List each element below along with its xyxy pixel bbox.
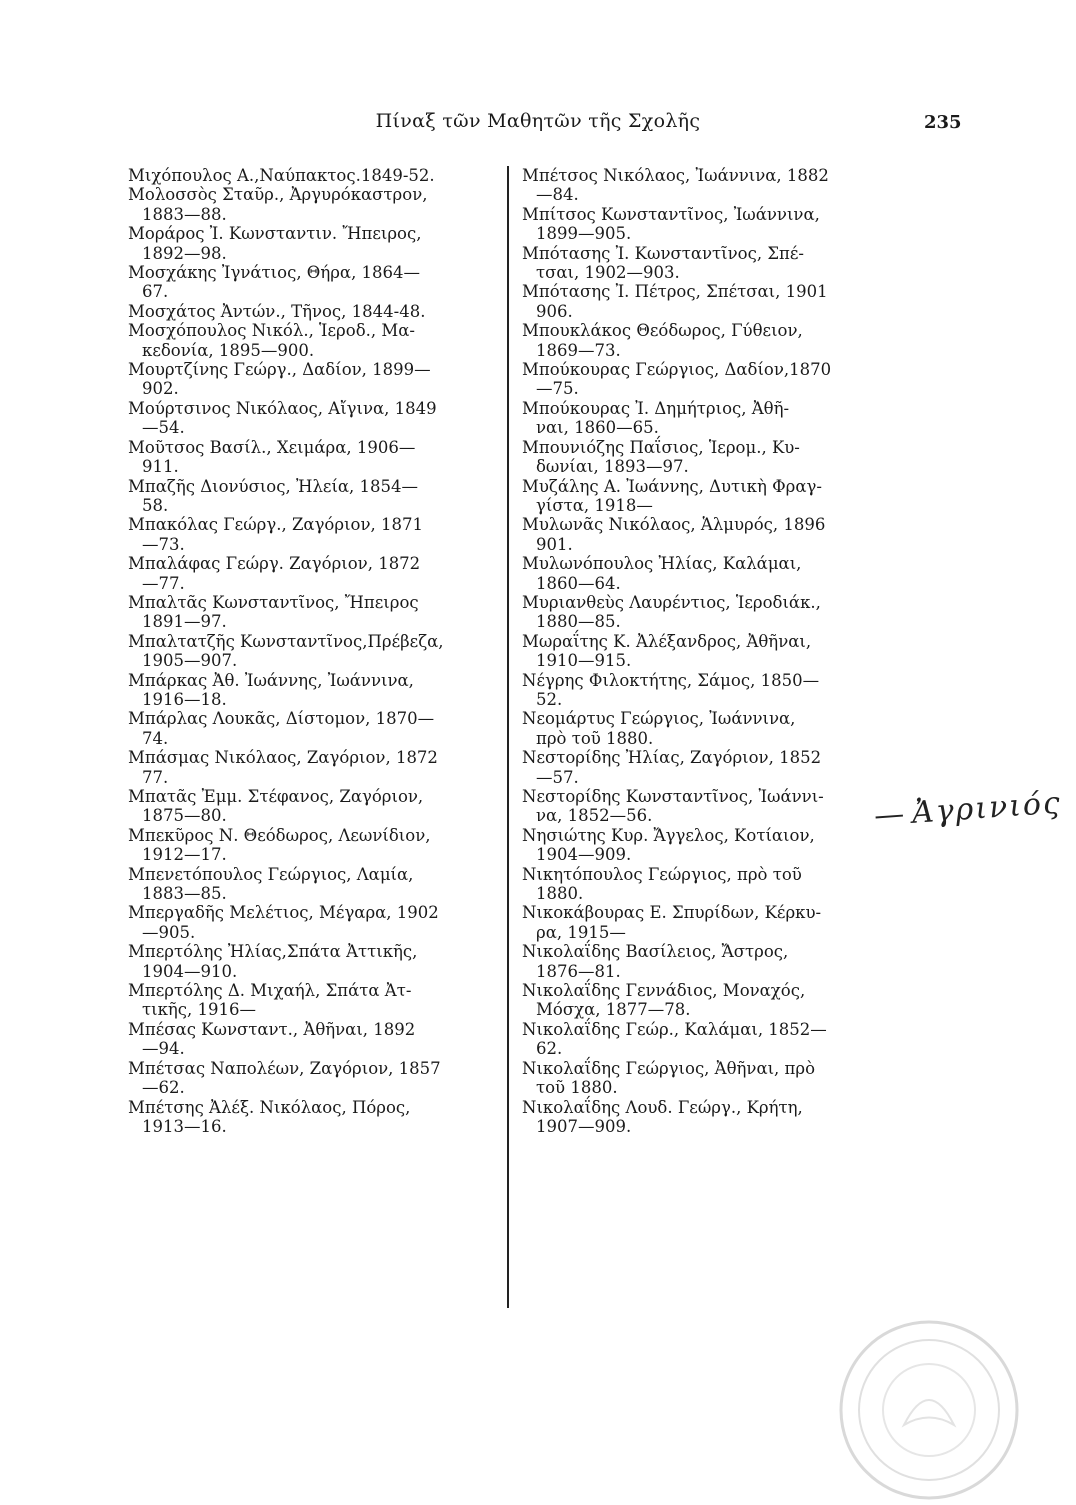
entry-line: Μοῦτσος Βασίλ., Χειμάρα, 1906— — [128, 437, 416, 457]
entry-line: Μπαλτᾶς Κωνσταντῖνος, Ἤπειρος — [128, 592, 419, 612]
entry-line: Μπέσας Κωνσταντ., Ἀθῆναι, 1892 — [128, 1019, 416, 1039]
entry-line: Μπούκουρας Ἰ. Δημήτριος, Ἀθῆ- — [522, 398, 790, 418]
entry-continuation: Μόσχα, 1877—78. — [536, 1000, 691, 1020]
entry-line: Νησιώτης Κυρ. Ἄγγελος, Κοτίαιον, — [522, 825, 815, 845]
entry-line: Μυριανθεὺς Λαυρέντιος, Ἱεροδιάκ., — [522, 592, 821, 612]
column-divider — [507, 166, 509, 1308]
entry-line: Μπουνιόζης Παΐσιος, Ἱερομ., Κυ- — [522, 437, 800, 457]
entry-continuation: —905. — [142, 922, 196, 942]
entry-continuation: 74. — [142, 728, 169, 748]
entry-line: Μπέτσης Ἀλέξ. Νικόλαος, Πόρος, — [128, 1097, 411, 1117]
entry-line: Νεστορίδης Ἠλίας, Ζαγόριον, 1852 — [522, 748, 822, 768]
index-entry — [128, 321, 498, 360]
index-entry — [128, 593, 498, 632]
index-entry — [522, 632, 894, 671]
entry-continuation: τσαι, 1902—903. — [536, 263, 680, 283]
entry-continuation: 1904—909. — [536, 845, 632, 865]
entry-line: Μοσχάκης Ἰγνάτιος, Θήρα, 1864— — [128, 263, 421, 283]
entry-line: Μπουκλάκος Θεόδωρος, Γύθειον, — [522, 321, 803, 341]
entry-continuation: —57. — [536, 767, 579, 787]
index-entry — [128, 224, 498, 263]
index-entry — [128, 185, 498, 224]
entry-line: Μπαζῆς Διονύσιος, Ἠλεία, 1854— — [128, 476, 419, 496]
entry-line: Νέγρης Φιλοκτήτης, Σάμος, 1850— — [522, 670, 820, 690]
entry-continuation: 901. — [536, 534, 573, 554]
entry-continuation: πρὸ τοῦ 1880. — [536, 728, 654, 748]
index-entry — [522, 438, 894, 477]
right-column — [522, 166, 894, 1136]
index-entry — [522, 477, 894, 516]
entry-line: Μπέτσος Νικόλαος, Ἰωάννινα, 1882 — [522, 166, 829, 185]
entry-line: Μοσχάτος Ἀντών., Τῆνος, 1844-48. — [128, 301, 426, 321]
entry-continuation: 1883—85. — [142, 884, 227, 904]
index-entry — [128, 981, 498, 1020]
index-entry — [522, 321, 894, 360]
index-entry — [522, 1059, 894, 1098]
entry-continuation: 1860—64. — [536, 573, 621, 593]
entry-line: Μπενετόπουλος Γεώργιος, Λαμία, — [128, 864, 414, 884]
index-entry — [522, 709, 894, 748]
entry-continuation: τικῆς, 1916— — [142, 1000, 257, 1020]
entry-continuation: 1912—17. — [142, 845, 227, 865]
margin-note-text: Ἀγρινιός — [910, 785, 1063, 831]
entry-continuation: 1905—907. — [142, 651, 238, 671]
index-entry — [522, 826, 894, 865]
entry-continuation: 1880—85. — [536, 612, 621, 632]
entry-continuation: 52. — [536, 689, 563, 709]
entry-line: Μολοσσὸς Σταῦρ., Ἀργυρόκαστρον, — [128, 185, 428, 205]
margin-note-dash: — — [873, 796, 908, 834]
left-column — [128, 166, 498, 1136]
index-entry — [522, 671, 894, 710]
index-entry — [522, 360, 894, 399]
entry-line: Μιχόπουλος Α.,Ναύπακτος.1849-52. — [128, 166, 435, 185]
index-entry — [128, 554, 498, 593]
entry-line: Μπάρλας Λουκᾶς, Δίστομον, 1870— — [128, 709, 435, 729]
index-entry — [128, 263, 498, 302]
entry-continuation: —62. — [142, 1078, 185, 1098]
index-entry — [128, 903, 498, 942]
index-entry — [128, 826, 498, 865]
index-entry — [522, 166, 894, 205]
entry-line: Μπεργαδῆς Μελέτιος, Μέγαρα, 1902 — [128, 903, 439, 923]
entry-line: Μυλωνόπουλος Ἠλίας, Καλάμαι, — [522, 554, 802, 574]
index-entry — [128, 1059, 498, 1098]
entry-continuation: 1891—97. — [142, 612, 227, 632]
entry-continuation: 1875—80. — [142, 806, 227, 826]
entry-continuation: 911. — [142, 457, 179, 477]
entry-line: Μπαλάφας Γεώργ. Ζαγόριον, 1872 — [128, 554, 421, 574]
entry-line: Μπίτσος Κωνσταντῖνος, Ἰωάννινα, — [522, 204, 820, 224]
entry-line: Νικητόπουλος Γεώργιος, πρὸ τοῦ — [522, 864, 802, 884]
index-entry — [128, 515, 498, 554]
entry-line: Μουρτζίνης Γεώργ., Δαδίον, 1899— — [128, 360, 431, 380]
index-entry — [522, 244, 894, 283]
entry-continuation: 1876—81. — [536, 961, 621, 981]
entry-continuation: 1907—909. — [536, 1116, 632, 1136]
index-entry — [128, 632, 498, 671]
handwritten-margin-note — [873, 785, 1063, 833]
entry-continuation: 1880. — [536, 884, 584, 904]
entry-continuation: —77. — [142, 573, 185, 593]
entry-line: Μπότασης Ἰ. Κωνσταντῖνος, Σπέ- — [522, 243, 804, 263]
library-seal-icon — [834, 1315, 1024, 1505]
entry-line: Μπερτόλης Δ. Μιχαήλ, Σπάτα Ἀτ- — [128, 981, 412, 1001]
entry-continuation: 58. — [142, 495, 169, 515]
entry-continuation: 902. — [142, 379, 179, 399]
index-entry — [128, 671, 498, 710]
index-entry — [128, 1098, 498, 1137]
entry-line: Μπαλτατζῆς Κωνσταντῖνος,Πρέβεζα, — [128, 631, 444, 651]
index-entry — [128, 942, 498, 981]
entry-line: Μπάσμας Νικόλαος, Ζαγόριον, 1872 — [128, 748, 438, 768]
entry-continuation: 1916—18. — [142, 689, 227, 709]
index-entry — [522, 399, 894, 438]
entry-line: Νεστορίδης Κωνσταντῖνος, Ἰωάννι- — [522, 787, 824, 806]
index-entry — [128, 787, 498, 826]
index-entry — [128, 1020, 498, 1059]
page-title: Πίναξ τῶν Μαθητῶν τῆς Σχολῆς — [375, 110, 701, 132]
entry-line: Μπακόλας Γεώργ., Ζαγόριον, 1871 — [128, 515, 423, 535]
entry-continuation: δωνίαι, 1893—97. — [536, 457, 689, 477]
entry-line: Μυλωνᾶς Νικόλαος, Ἁλμυρός, 1896 — [522, 515, 826, 535]
entry-line: Μυζάλης Α. Ἰωάννης, Δυτικὴ Φραγ- — [522, 476, 822, 496]
entry-continuation: 1869—73. — [536, 340, 621, 360]
index-entry — [128, 438, 498, 477]
entry-continuation: 1904—910. — [142, 961, 238, 981]
entry-continuation: κεδονία, 1895—900. — [142, 340, 315, 360]
index-entry — [128, 477, 498, 516]
page-number: 235 — [924, 112, 962, 133]
entry-continuation: τοῦ 1880. — [536, 1078, 618, 1098]
index-entry — [522, 1098, 894, 1137]
entry-line: Νεομάρτυς Γεώργιος, Ἰωάννινα, — [522, 709, 796, 729]
index-entry — [522, 515, 894, 554]
entry-continuation: —75. — [536, 379, 579, 399]
entry-continuation: 1910—915. — [536, 651, 632, 671]
entry-line: Μωραΐτης Κ. Ἀλέξανδρος, Ἀθῆναι, — [522, 631, 812, 651]
index-entry — [522, 748, 894, 787]
entry-continuation: 1883—88. — [142, 204, 227, 224]
index-entry — [128, 166, 498, 185]
entry-continuation: —54. — [142, 418, 185, 438]
entry-continuation: —73. — [142, 534, 185, 554]
entry-line: Νικολαΐδης Γεννάδιος, Μοναχός, — [522, 981, 806, 1001]
entry-line: Μοράρος Ἰ. Κωνσταντιν. Ἤπειρος, — [128, 224, 422, 244]
index-entry — [522, 787, 894, 826]
entry-line: Νικολαΐδης Λουδ. Γεώργ., Κρήτη, — [522, 1097, 803, 1117]
entry-continuation: 77. — [142, 767, 169, 787]
entry-line: Μπέτσας Ναπολέων, Ζαγόριον, 1857 — [128, 1058, 441, 1078]
entry-line: Μπάρκας Ἀθ. Ἰωάννης, Ἰωάννινα, — [128, 670, 414, 690]
entry-line: Νικολαΐδης Γεώργιος, Ἀθῆναι, πρὸ — [522, 1058, 816, 1078]
index-entry — [128, 709, 498, 748]
entry-line: Νικολαΐδης Γεώρ., Καλάμαι, 1852— — [522, 1019, 827, 1039]
entry-line: Μπεκῦρος Ν. Θεόδωρος, Λεωνίδιον, — [128, 825, 431, 845]
entry-continuation: 62. — [536, 1039, 563, 1059]
index-entry — [522, 865, 894, 904]
entry-continuation: —94. — [142, 1039, 185, 1059]
entry-line: Νικοκάβουρας Ε. Σπυρίδων, Κέρκυ- — [522, 903, 822, 923]
index-entry — [128, 302, 498, 321]
index-entry — [128, 865, 498, 904]
entry-continuation: γίστα, 1918— — [536, 495, 653, 515]
index-entry — [128, 399, 498, 438]
index-entry — [522, 205, 894, 244]
index-entry — [522, 942, 894, 981]
entry-continuation: 906. — [536, 301, 573, 321]
index-entry — [522, 903, 894, 942]
entry-line: Μπατᾶς Ἐμμ. Στέφανος, Ζαγόριον, — [128, 787, 424, 806]
index-entry — [128, 748, 498, 787]
entry-line: Νικολαΐδης Βασίλειος, Ἄστρος, — [522, 942, 789, 962]
entry-continuation: ρα, 1915— — [536, 922, 626, 942]
entry-continuation: 67. — [142, 282, 169, 302]
entry-continuation: 1899—905. — [536, 224, 632, 244]
entry-continuation: να, 1852—56. — [536, 806, 653, 826]
entry-line: Μοσχόπουλος Νικόλ., Ἱεροδ., Μα- — [128, 321, 415, 341]
entry-continuation: —84. — [536, 185, 579, 205]
index-entry — [128, 360, 498, 399]
index-entry — [522, 593, 894, 632]
entry-continuation: 1913—16. — [142, 1116, 227, 1136]
index-entry — [522, 554, 894, 593]
entry-line: Μπερτόλης Ἠλίας,Σπάτα Ἀττικῆς, — [128, 942, 418, 962]
entry-line: Μπούκουρας Γεώργιος, Δαδίον,1870 — [522, 360, 832, 380]
entry-continuation: 1892—98. — [142, 243, 227, 263]
entry-continuation: ναι, 1860—65. — [536, 418, 659, 438]
entry-line: Μπότασης Ἰ. Πέτρος, Σπέτσαι, 1901 — [522, 282, 828, 302]
index-entry — [522, 1020, 894, 1059]
index-entry — [522, 282, 894, 321]
entry-line: Μούρτσινος Νικόλαος, Αἴγινα, 1849 — [128, 398, 437, 418]
index-entry — [522, 981, 894, 1020]
